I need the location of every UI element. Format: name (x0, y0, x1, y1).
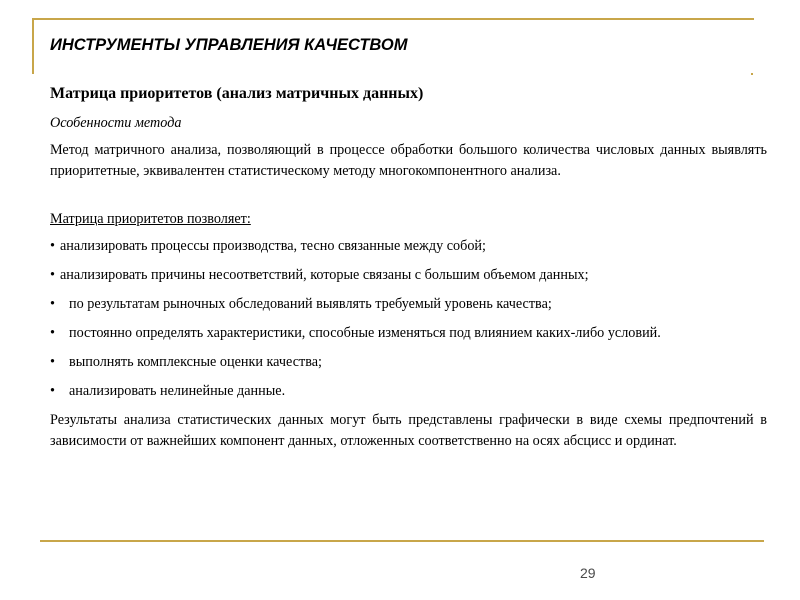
results-paragraph: Результаты анализа статистических данных могут быть представлены графически в виде схемы предпочтений в зависимости от важнейших компонент данных, отложенных соответственно на осях абсцисс и ординат. (50, 412, 767, 449)
list-item-text: выполнять комплексные оценки качества; (69, 354, 322, 370)
list-item (50, 381, 767, 402)
list-item (50, 294, 767, 315)
bullet-icon: • (50, 383, 55, 399)
slide-content (50, 113, 767, 452)
list-item-text: анализировать процессы производства, тесно связанные между собой; (60, 238, 486, 254)
bullet-icon: • (50, 325, 55, 341)
features-heading: Особенности метода (50, 115, 182, 131)
bullet-icon: • (50, 296, 55, 312)
accent-dot (751, 73, 753, 75)
bullet-icon: • (50, 267, 55, 283)
bullet-icon: • (50, 238, 55, 254)
matrix-list-heading: Матрица приоритетов позволяет: (50, 211, 251, 227)
slide-title: ИНСТРУМЕНТЫ УПРАВЛЕНИЯ КАЧЕСТВОМ (50, 36, 408, 54)
list-item-text: анализировать нелинейные данные. (69, 383, 286, 399)
list-item (50, 265, 767, 286)
spacer (50, 182, 767, 209)
page-number: 29 (580, 565, 596, 581)
slide-subtitle: Матрица приоритетов (анализ матричных данных) (50, 85, 424, 102)
matrix-capabilities-list (50, 236, 767, 402)
list-item-text: анализировать причины несоответствий, которые связаны с большим объемом данных; (60, 267, 589, 283)
list-item (50, 352, 767, 373)
left-border-line (32, 18, 34, 74)
list-item (50, 323, 767, 344)
list-item (50, 236, 767, 257)
top-border-line (32, 18, 754, 20)
bottom-divider-line (40, 540, 764, 542)
list-item-text: постоянно определять характеристики, способные изменяться под влиянием каких-либо условий. (69, 325, 661, 341)
features-paragraph: Метод матричного анализа, позволяющий в процессе обработки большого количества числовых данных выявлять приоритетные, эквивалентен статистическому методу многокомпонентного анализа. (50, 142, 767, 179)
bullet-icon: • (50, 354, 55, 370)
list-item-text: по результатам рыночных обследований выявлять требуемый уровень качества; (69, 296, 552, 312)
